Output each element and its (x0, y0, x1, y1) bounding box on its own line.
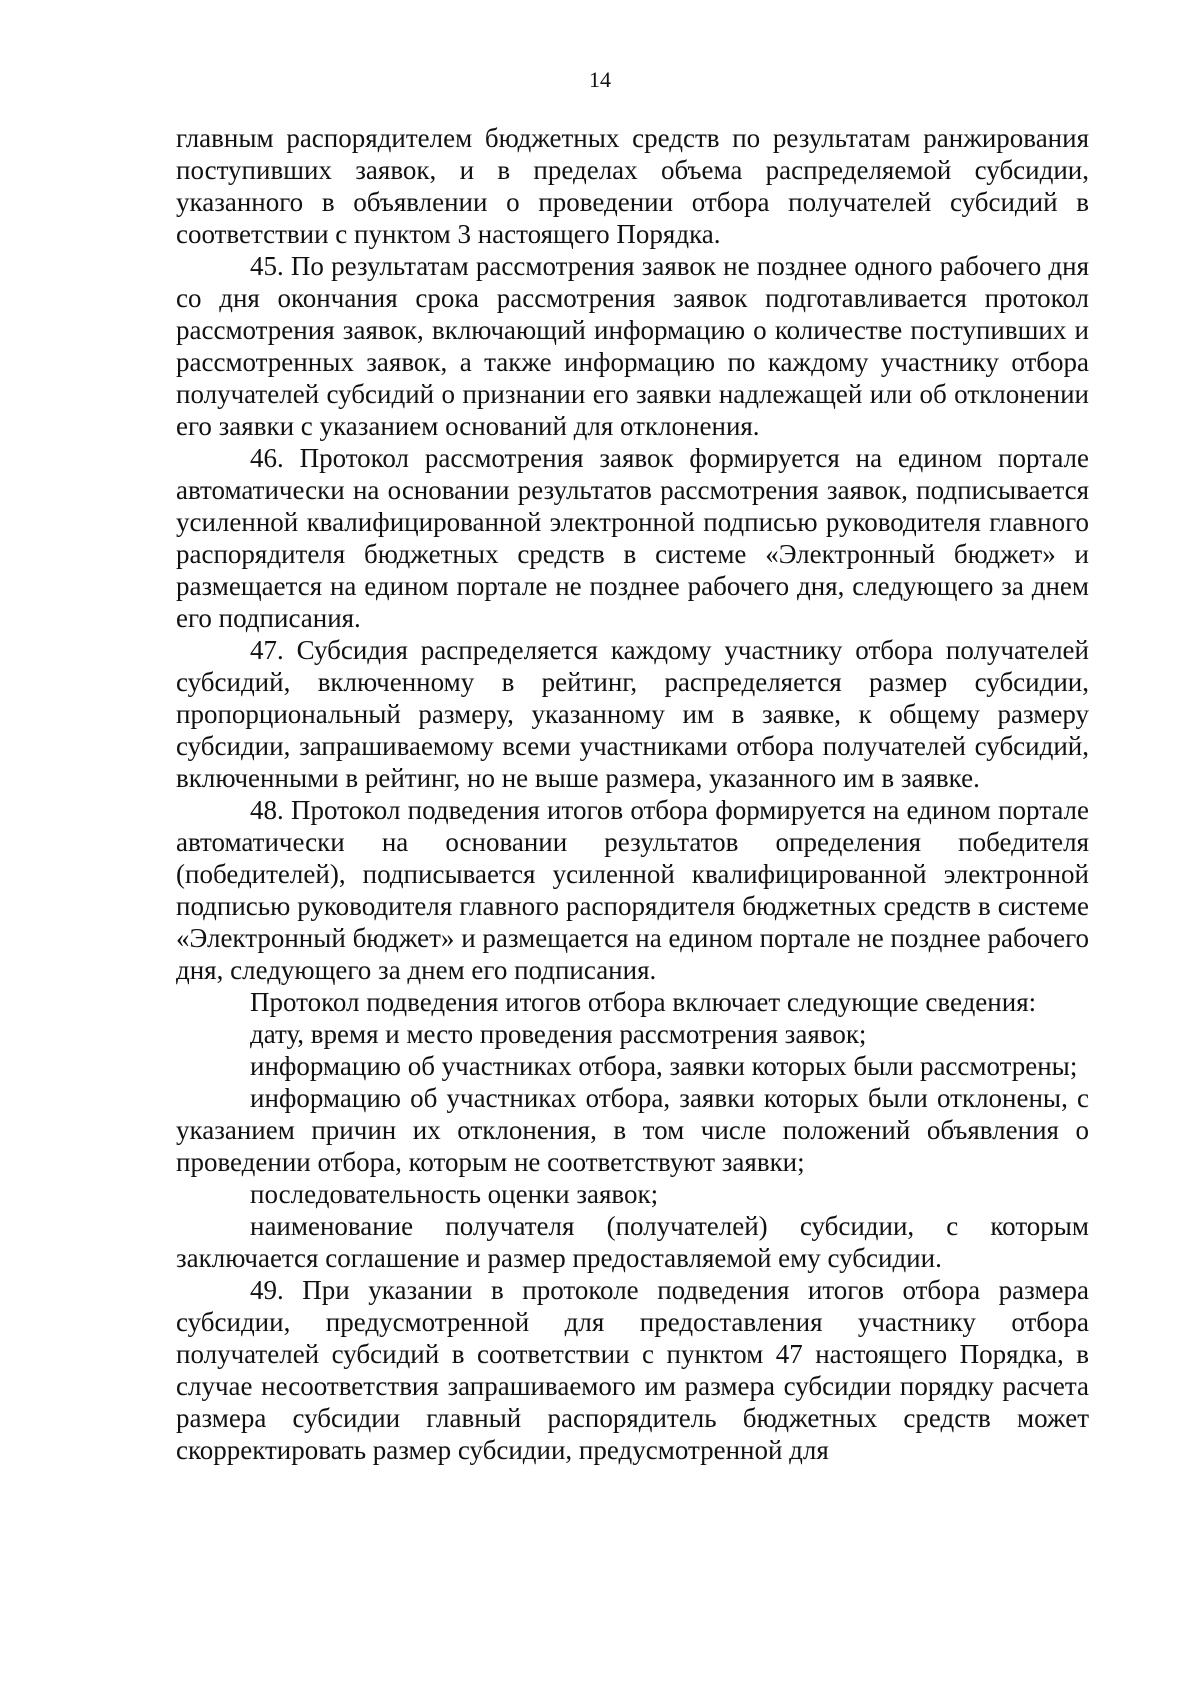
list-item-reviewed-participants: информацию об участниках отбора, заявки которых были рассмотрены; (250, 1051, 1078, 1081)
paragraph-item-47: 47. Субсидия распределяется каждому участнику отбора получателей субсидий, включенному в рейтинг, распределяется размер субсидии, пропорциональный размеру, указанному им в заявке, к общему размеру субсидии, запрашиваемому всеми участниками отбора получателей субсидий, включенными в рейтинг, но не выше размера, указанного им в заявке. (176, 635, 1089, 793)
paragraph-item-46: 46. Протокол рассмотрения заявок формируется на едином портале автоматически на основании результатов рассмотрения заявок, подписывается усиленной квалифицированной электронной подписью руководителя главного распорядителя бюджетных средств в системе «Электронный бюджет» и размещается на едином портале не позднее рабочего дня, следующего за днем его подписания. (176, 443, 1089, 633)
list-item-recipient-name: наименование получателя (получателей) субсидии, с которым заключается соглашение и размер предоставляемой ему субсидии. (176, 1211, 1089, 1273)
list-item-date-time-place: дату, время и место проведения рассмотрения заявок; (250, 1019, 867, 1049)
paragraph-protocol-intro: Протокол подведения итогов отбора включает следующие сведения: (250, 987, 1037, 1017)
paragraph-continuation: главным распорядителем бюджетных средств по результатам ранжирования поступивших заявок, и в пределах объема распределяемой субсидии, указанного в объявлении о проведении отбора получателей субсидий в соответствии с пунктом 3 настоящего Порядка. (176, 123, 1089, 249)
paragraph-item-49: 49. При указании в протоколе подведения итогов отбора размера субсидии, предусмотренной для предоставления участнику отбора получателей субсидий в соответствии с пунктом 47 настоящего Порядка, в случае несоответствия запрашиваемого им размера субсидии порядку расчета размера субсидии главный распорядитель бюджетных средств может скорректировать размер субсидии, предусмотренной для (176, 1275, 1089, 1465)
list-item-rejected-participants: информацию об участниках отбора, заявки которых были отклонены, с указанием причин их отклонения, в том числе положений объявления о проведении отбора, которым не соответствуют заявки; (176, 1083, 1089, 1177)
paragraph-item-45: 45. По результатам рассмотрения заявок не позднее одного рабочего дня со дня окончания срока рассмотрения заявок подготавливается протокол рассмотрения заявок, включающий информацию о количестве поступивших и рассмотренных заявок, а также информацию по каждому участнику отбора получателей субсидий о признании его заявки надлежащей или об отклонении его заявки с указанием оснований для отклонения. (176, 251, 1089, 441)
paragraph-item-48: 48. Протокол подведения итогов отбора формируется на едином портале автоматически на основании результатов определения победителя (победителей), подписывается усиленной квалифицированной электронной подписью руководителя главного распорядителя бюджетных средств в системе «Электронный бюджет» и размещается на едином портале не позднее рабочего дня, следующего за днем его подписания. (176, 795, 1089, 985)
page-number: 14 (589, 67, 611, 92)
document-body (176, 122, 1089, 1466)
list-item-evaluation-order: последовательность оценки заявок; (250, 1179, 659, 1209)
